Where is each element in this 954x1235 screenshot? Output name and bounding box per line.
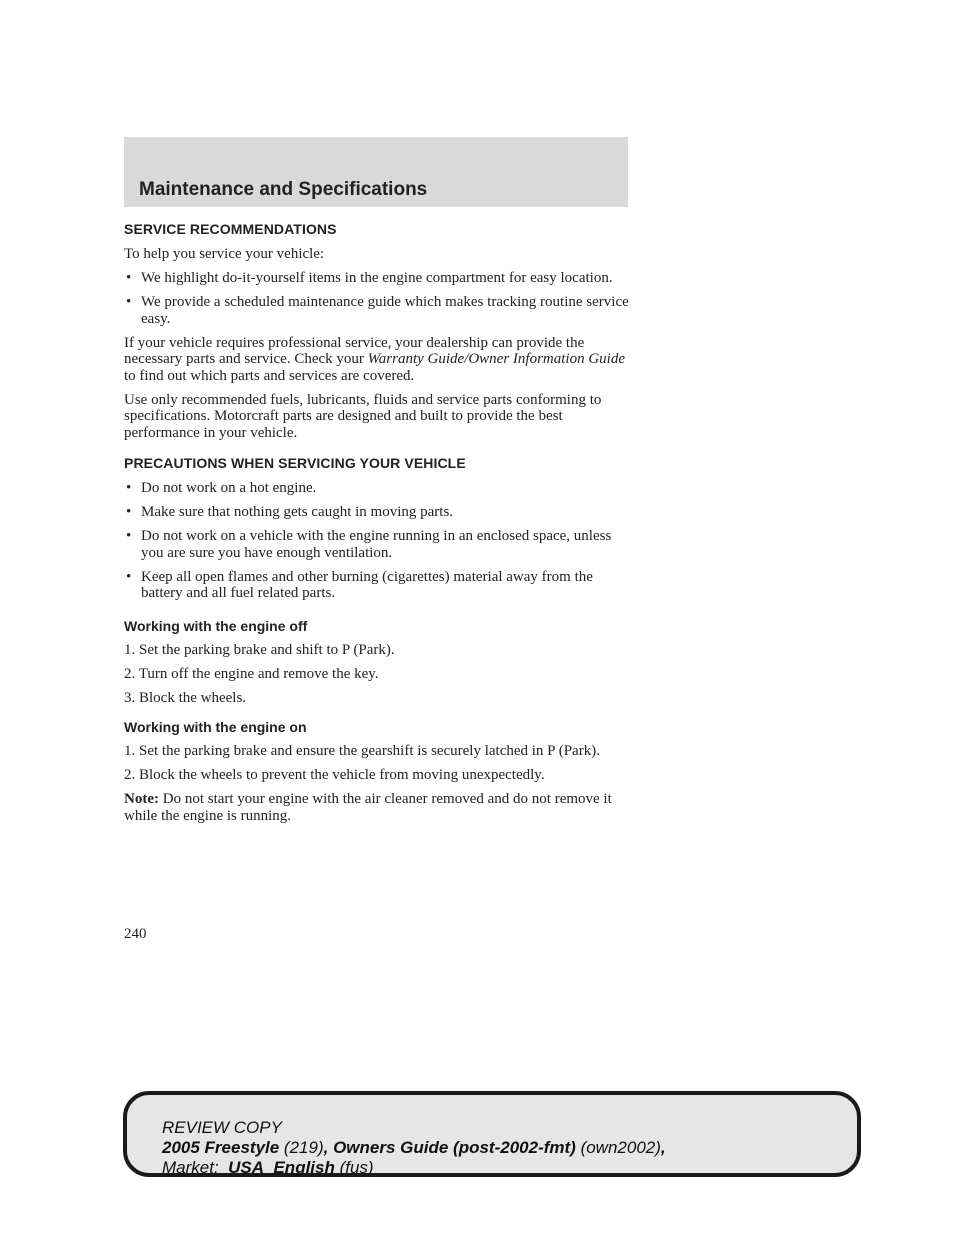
text-run: If your vehicle requires professional service, your dealership can provide the necessary parts and service. Check your [124, 334, 585, 367]
footer-review-copy: REVIEW COPY [162, 1118, 282, 1137]
note-text: Do not start your engine with the air cleaner removed and do not remove it while the engine is running. [124, 791, 612, 824]
footer-market: USA_English [228, 1158, 335, 1177]
footer-model-code: (219) [279, 1138, 324, 1157]
heading-engine-on: Working with the engine on [124, 719, 307, 735]
footer-separator: , [323, 1138, 334, 1157]
main-content [124, 219, 630, 832]
footer-doc-line [162, 1138, 666, 1158]
footer-guide: Owners Guide (post-2002-fmt) [333, 1138, 576, 1157]
review-copy-footer-text [162, 1118, 666, 1178]
paragraph-recommended-parts: Use only recommended fuels, lubricants, fluids and service parts conforming to specifications. Motorcraft parts are designed and built to provide the best performance in your vehicle. [124, 391, 602, 441]
list-item: • We highlight do-it-yourself items in the engine compartment for easy location. [124, 270, 630, 287]
heading-service-recommendations: SERVICE RECOMMENDATIONS [124, 221, 337, 237]
section-header-band [124, 137, 628, 207]
footer-model: 2005 Freestyle [162, 1138, 280, 1157]
bullet-list-precautions [124, 480, 630, 602]
list-item: • Do not work on a hot engine. [124, 480, 630, 497]
page-title: Maintenance and Specifications [139, 179, 428, 200]
list-item: 1. Set the parking brake and shift to P (Park). [124, 641, 395, 658]
bullet-list-service [124, 270, 630, 327]
text-run: to find out which parts and services are covered. [124, 367, 415, 384]
footer-separator: , [660, 1138, 666, 1157]
page-number: 240 [124, 926, 147, 942]
guide-title-italic: Warranty Guide/Owner Information Guide [367, 351, 626, 367]
steps-engine-on [124, 743, 630, 784]
footer-market-line [162, 1158, 666, 1178]
list-item: • We provide a scheduled maintenance guide which makes tracking routine service easy. [124, 294, 630, 327]
heading-engine-off: Working with the engine off [124, 617, 308, 634]
note-label: Note: [124, 791, 159, 807]
list-item: 2. Turn off the engine and remove the key. [124, 665, 379, 682]
paragraph-professional-service [124, 335, 630, 385]
list-item: • Do not work on a vehicle with the engine running in an enclosed space, unless you are sure you have enough ventilation. [124, 528, 630, 561]
footer-market-code: (fus) [334, 1158, 374, 1177]
list-item: • Keep all open flames and other burning (cigarettes) material away from the battery and all fuel related parts. [124, 569, 630, 602]
steps-engine-off [124, 642, 630, 707]
list-item: 1. Set the parking brake and ensure the gearshift is securely latched in P (Park). [124, 743, 600, 759]
list-item: 3. Block the wheels. [124, 689, 247, 706]
heading-precautions: PRECAUTIONS WHEN SERVICING YOUR VEHICLE [124, 455, 466, 471]
footer-market-label: Market: [162, 1158, 229, 1177]
footer-guide-code: (own2002) [575, 1138, 661, 1157]
paragraph-intro: To help you service your vehicle: [124, 246, 325, 262]
list-item: 2. Block the wheels to prevent the vehicle from moving unexpectedly. [124, 767, 545, 783]
list-item: • Make sure that nothing gets caught in moving parts. [124, 504, 630, 521]
paragraph-note [124, 791, 630, 824]
